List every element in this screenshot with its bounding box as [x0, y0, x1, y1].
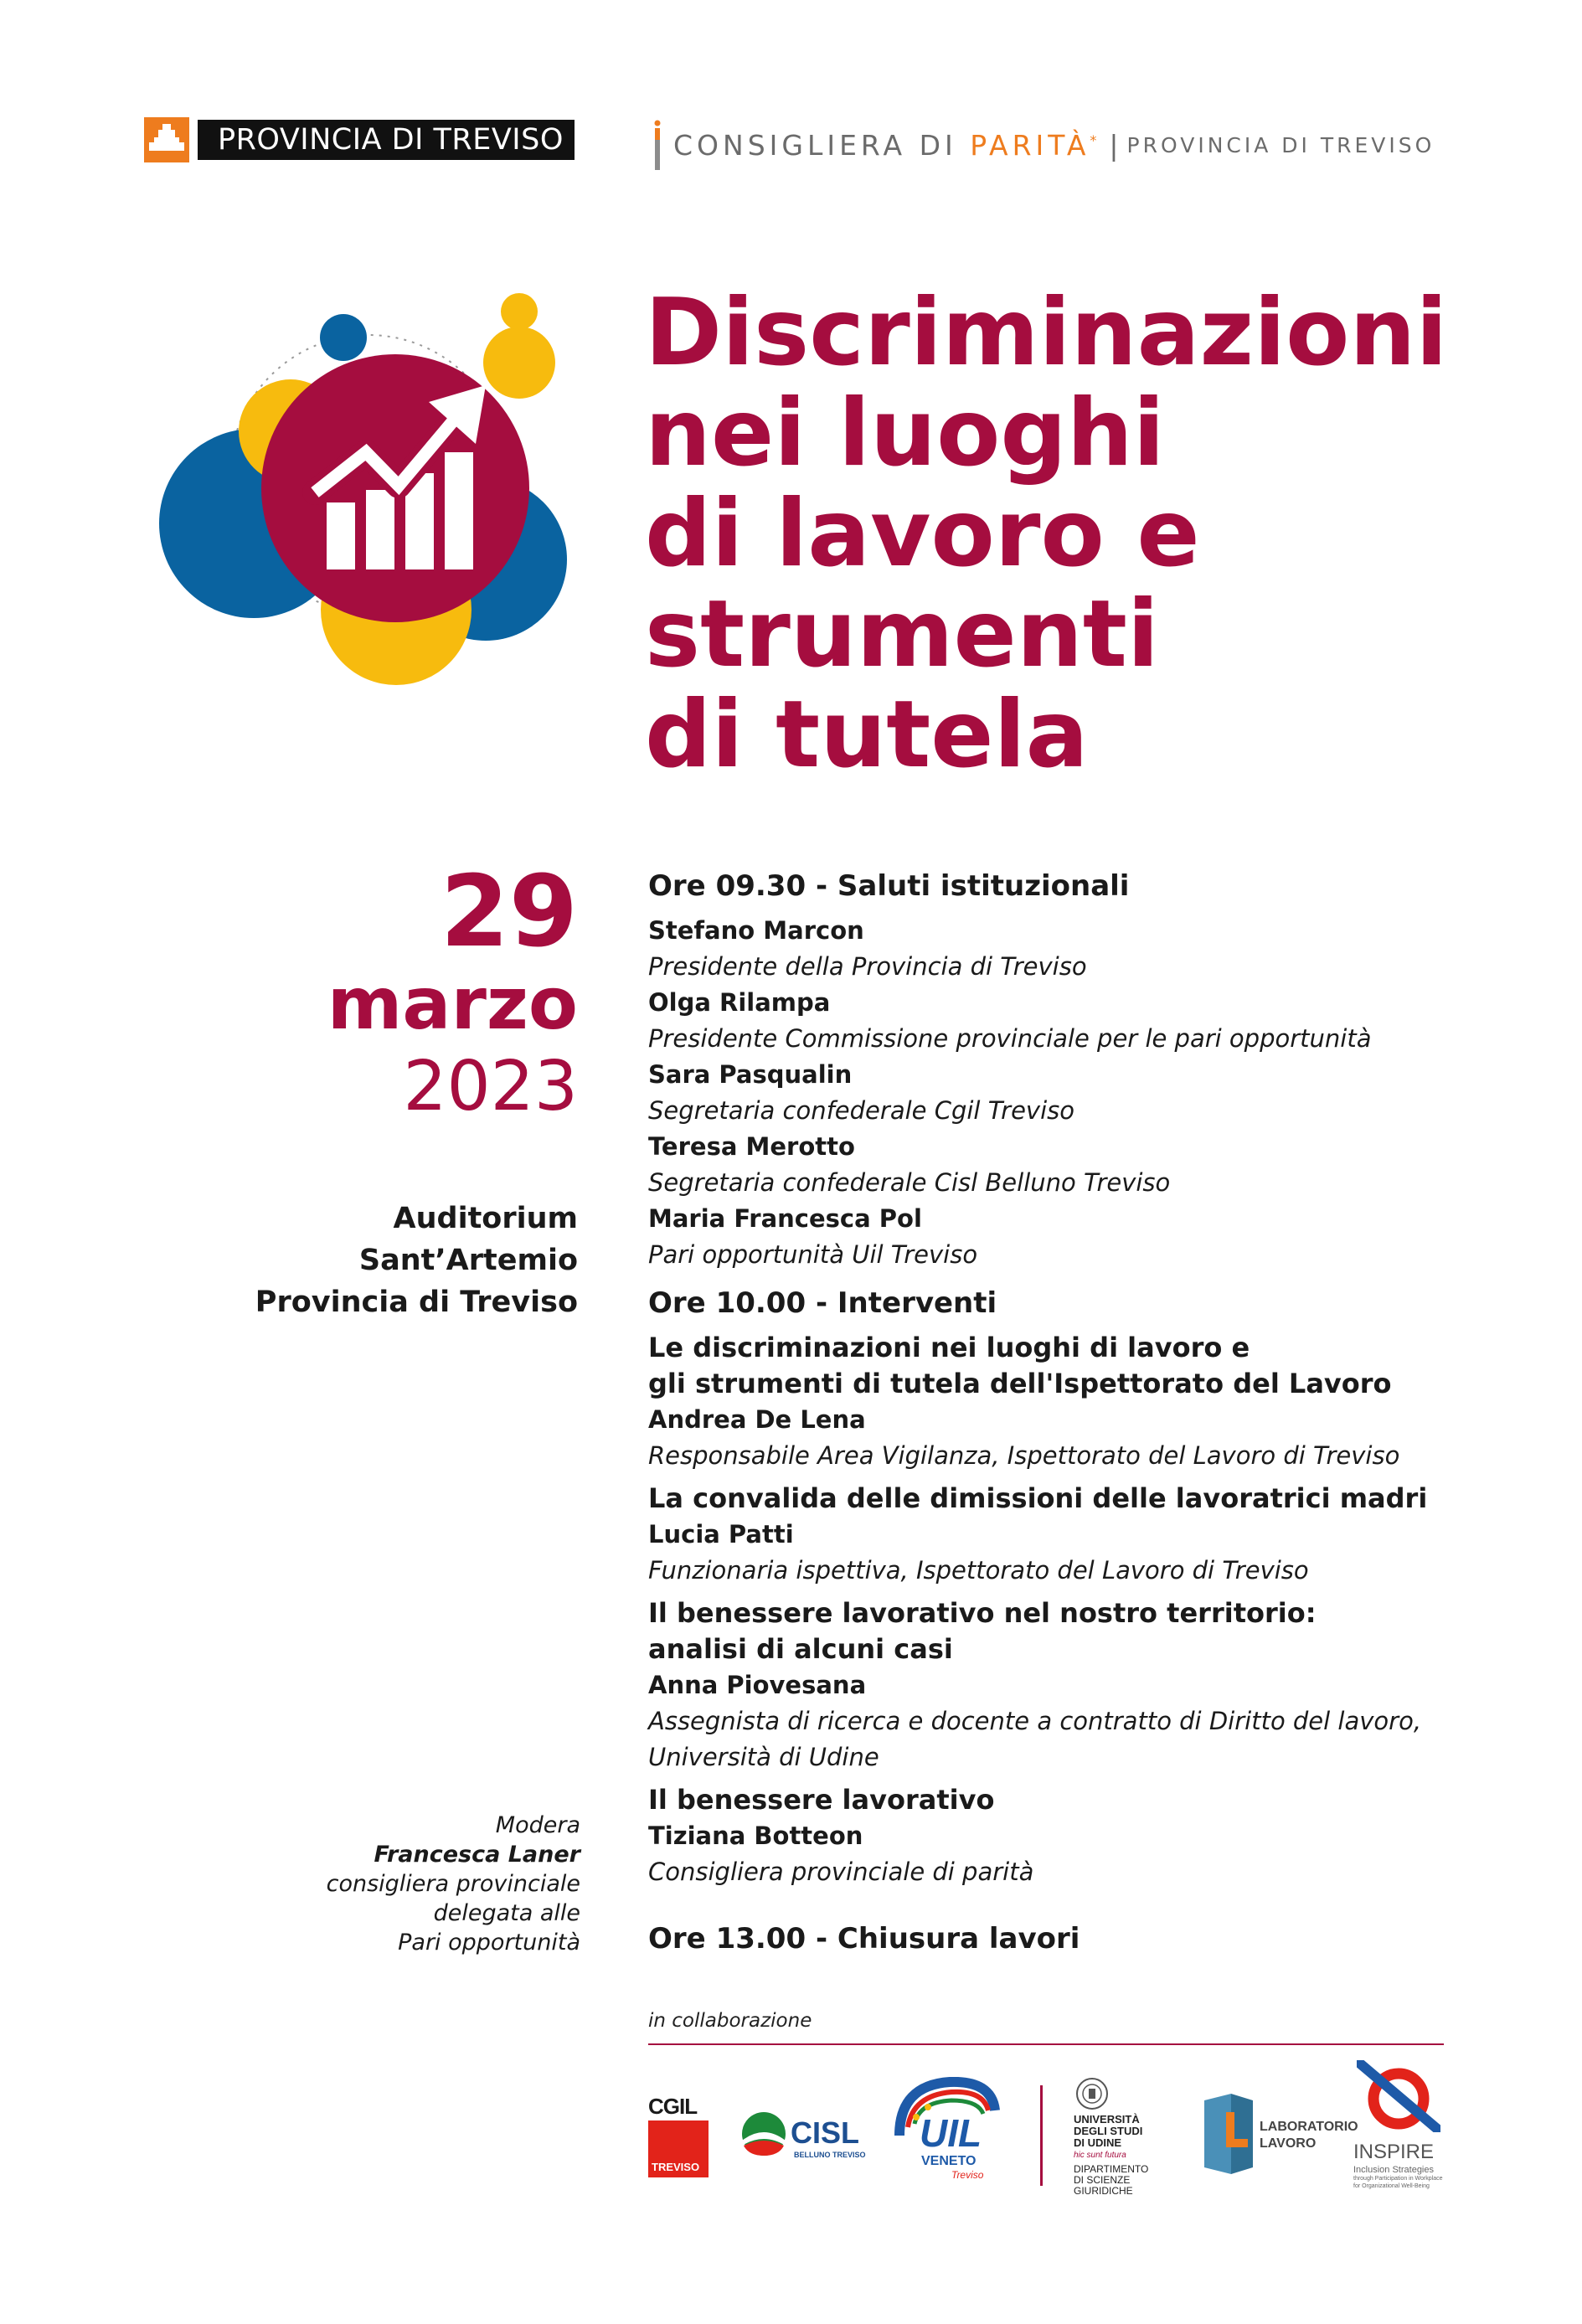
consigliera-title: CONSIGLIERA DI PARITÀ*: [673, 128, 1101, 162]
speaker-role: Segretaria confederale Cgil Treviso: [648, 1096, 1075, 1125]
talk-title: gli strumenti di tutela dell'Ispettorato del Lavoro: [648, 1368, 1392, 1399]
consigliera-mark-icon: [652, 120, 663, 170]
moderator-name: Francesca Laner: [374, 1842, 580, 1868]
speaker-name: Maria Francesca Pol: [648, 1204, 922, 1233]
speaker-role: Presidente della Provincia di Treviso: [648, 952, 1087, 981]
divider: [648, 2043, 1444, 2045]
speaker-name: Andrea De Lena: [648, 1405, 866, 1434]
provincia-logo: [144, 117, 575, 162]
consigliera-provincia: PROVINCIA DI TREVISO: [1126, 132, 1435, 157]
speaker-role: Responsabile Area Vigilanza, Ispettorato del Lavoro di Treviso: [648, 1441, 1400, 1470]
event-illustration-icon: [159, 293, 595, 703]
event-date: [251, 853, 578, 1129]
date-day: 29: [440, 853, 578, 969]
speaker-role: Segretaria confederale Cisl Belluno Treviso: [648, 1168, 1171, 1197]
collaboration-label: in collaborazione: [648, 2010, 812, 2032]
speaker-role: Assegnista di ricerca e docente a contratto di Diritto del lavoro,: [648, 1707, 1422, 1735]
cisl-emblem-icon: [740, 2110, 787, 2157]
speaker-role: Consigliera provinciale di parità: [648, 1858, 1034, 1886]
partner-logos: [648, 2060, 1486, 2211]
speaker-name: Sara Pasqualin: [648, 1060, 853, 1089]
talks-heading: Ore 10.00 - Interventi: [648, 1286, 997, 1320]
moderator-block: Modera Francesca Laner consigliera provinciale delegata alle Pari opportunità: [268, 1811, 580, 1957]
speaker-role: Pari opportunità Uil Treviso: [648, 1240, 978, 1269]
talk-title: La convalida delle dimissioni delle lavoratrici madri: [648, 1482, 1428, 1514]
cisl-logo: CISL BELLUNO TREVISO: [740, 2110, 874, 2169]
uil-logo: UIL VENETO Treviso: [891, 2077, 1000, 2182]
event-title: Discriminazioni nei luoghi di lavoro e strumenti di tutela: [645, 279, 1448, 789]
talk-title: analisi di alcuni casi: [648, 1633, 953, 1665]
provincia-emblem-icon: [144, 117, 189, 162]
speaker-role: Funzionaria ispettiva, Ispettorato del Lavoro di Treviso: [648, 1556, 1309, 1585]
speaker-role: Università di Udine: [648, 1743, 879, 1771]
uniud-logo: UNIVERSITÀ DEGLI STUDI DI UDINE hic sunt futura DIPARTIMENTO DI SCIENZE GIURIDICHE: [1074, 2077, 1191, 2203]
talk-title: Il benessere lavorativo: [648, 1784, 995, 1816]
event-venue: Auditorium Sant’Artemio Provincia di Treviso: [255, 1202, 578, 1319]
provincia-name: PROVINCIA DI TREVISO: [198, 120, 575, 160]
program: [648, 866, 1553, 1959]
inspire-logo: INSPIRE Inclusion Strategies through Participation in Workplace for Organizational Well-Being: [1352, 2060, 1469, 2207]
speaker-name: Olga Rilampa: [648, 988, 831, 1017]
laboratorio-emblem-icon: [1201, 2094, 1256, 2174]
talk-title: Le discriminazioni nei luoghi di lavoro e: [648, 1332, 1250, 1363]
partner-divider: [1040, 2085, 1043, 2186]
speaker-name: Lucia Patti: [648, 1520, 794, 1548]
date-month: marzo: [327, 962, 578, 1046]
laboratorio-lavoro-logo: LABORATORIO LAVORO: [1201, 2094, 1335, 2177]
consigliera-separator: |: [1109, 128, 1119, 162]
speaker-role: Presidente Commissione provinciale per le pari opportunità: [648, 1024, 1372, 1053]
closing-heading: Ore 13.00 - Chiusura lavori: [648, 1922, 1080, 1956]
speaker-name: Teresa Merotto: [648, 1132, 855, 1161]
uniud-seal-icon: [1075, 2077, 1109, 2110]
cgil-logo: CGIL TREVISO: [648, 2094, 712, 2177]
consigliera-logo: [652, 117, 1435, 173]
greetings-heading: Ore 09.30 - Saluti istituzionali: [648, 869, 1130, 903]
inspire-emblem-icon: [1357, 2060, 1440, 2132]
speaker-name: Anna Piovesana: [648, 1671, 867, 1699]
moderator-label: Modera: [495, 1812, 580, 1838]
talk-title: Il benessere lavorativo nel nostro territorio:: [648, 1597, 1317, 1629]
speaker-name: Tiziana Botteon: [648, 1822, 863, 1850]
date-year: 2023: [403, 1047, 578, 1126]
speaker-name: Stefano Marcon: [648, 916, 864, 945]
